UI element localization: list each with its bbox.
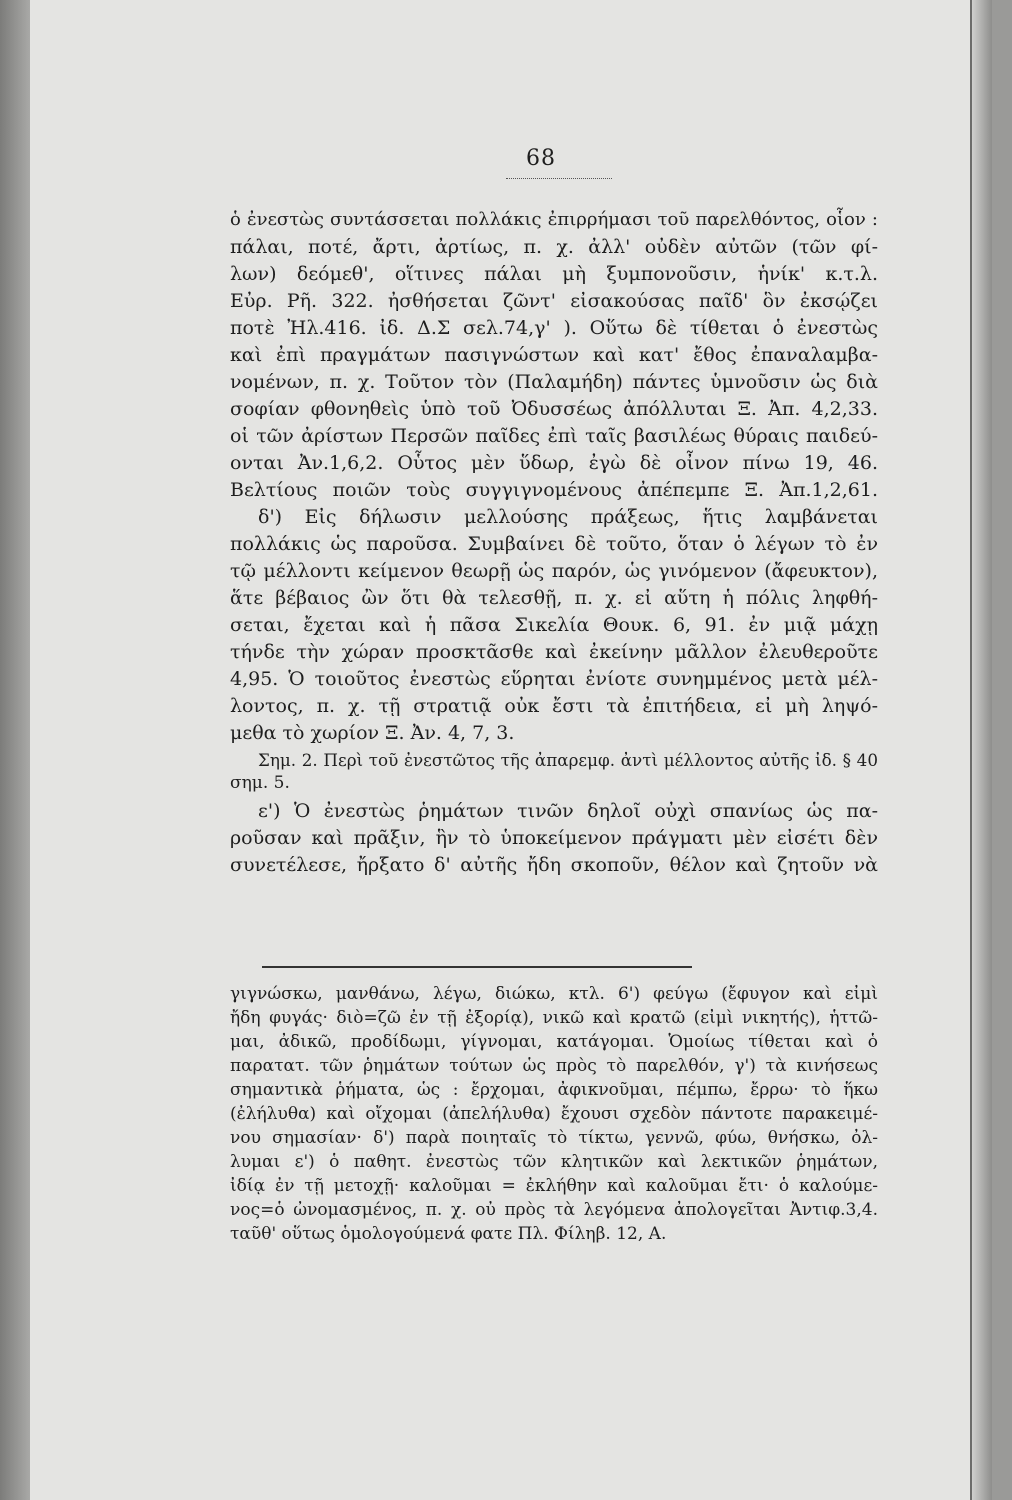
- footnote-line: νος=ὁ ὠνομασμένος, π. χ. οὐ πρὸς τὰ λεγόμενα ἀπολογεῖται Ἀντιφ.3,4.: [230, 1200, 878, 1220]
- body-line: ὁ ἐνεστὼς συντάσσεται πολλάκις ἐπιρρήμασι τοῦ παρελθόντος, οἷον :: [230, 209, 878, 230]
- body-line: μεθα τὸ χωρίον Ξ. Ἀν. 4, 7, 3.: [230, 722, 515, 744]
- body-line: Βελτίους ποιῶν τοὺς συγγιγνομένους ἀπέπεμπε Ξ. Ἀπ.1,2,61.: [230, 479, 878, 501]
- footnote-line: ἰδίᾳ ἐν τῇ μετοχῇ· καλοῦμαι = ἐκλήθην καὶ καλοῦμαι ἔτι· ὁ καλούμε-: [230, 1176, 878, 1196]
- body-line: λων) δεόμεθ', οἵτινες πάλαι μὴ ξυμπονοῦσιν, ἡνίκ' κ.τ.λ.: [230, 263, 878, 285]
- footnote-line: ταῦθ' οὕτως ὁμολογούμενά φατε Πλ. Φίληβ. 12, A.: [230, 1224, 667, 1244]
- footnote-line: λυμαι ε') ὁ παθητ. ἐνεστὼς τῶν κλητικῶν καὶ λεκτικῶν ῥημάτων,: [230, 1152, 878, 1172]
- note-line: Σημ. 2. Περὶ τοῦ ἐνεστῶτος τῆς ἀπαρεμφ. ἀντὶ μέλλοντος αὐτῆς ἰδ. § 40: [258, 750, 878, 770]
- body-line: καὶ ἐπὶ πραγμάτων πασιγνώστων καὶ κατ' ἔθος ἐπαναλαμβα-: [230, 344, 878, 366]
- page-edge: [972, 0, 992, 1500]
- footnote-line: μαι, ἀδικῶ, προδίδωμι, γίγνομαι, κατάγομαι. Ὁμοίως τίθεται καὶ ὁ: [230, 1032, 878, 1052]
- body-line: οἱ τῶν ἀρίστων Περσῶν παῖδες ἐπὶ ταῖς βασιλέως θύραις παιδεύ-: [230, 425, 878, 447]
- body-line: πάλαι, ποτέ, ἄρτι, ἀρτίως, π. χ. ἀλλ' οὐδὲν αὐτῶν (τῶν φί-: [230, 236, 878, 258]
- footnote-line: νου σημασίαν· δ') παρὰ ποιηταῖς τὸ τίκτω, γεννῶ, φύω, θνήσκω, ὀλ-: [230, 1128, 878, 1148]
- body-line: συνετέλεσε, ἤρξατο δ' αὐτῆς ἤδη σκοποῦν, θέλον καὶ ζητοῦν νὰ: [230, 854, 878, 876]
- footnote-line: παρατατ. τῶν ῥημάτων τούτων ὡς πρὸς τὸ παρελθόν, γ') τὰ κινήσεως: [230, 1056, 878, 1076]
- left-page-shadow: [0, 0, 30, 1500]
- footnote-line: γιγνώσκω, μανθάνω, λέγω, διώκω, κτλ. 6') φεύγω (ἔφυγον καὶ εἰμὶ: [230, 984, 878, 1004]
- footnote-line: σημαντικὰ ῥήματα, ὡς : ἔρχομαι, ἀφικνοῦμαι, πέμπω, ἔρρω· τὸ ἥκω: [230, 1080, 878, 1100]
- body-line: σοφίαν φθονηθεὶς ὑπὸ τοῦ Ὀδυσσέως ἀπόλλυται Ξ. Ἀπ. 4,2,33.: [230, 398, 878, 420]
- page-number: 68: [526, 146, 556, 171]
- body-line: τῷ μέλλοντι κείμενον θεωρῇ ὡς παρόν, ὡς γινόμενον (ἄφευκτον),: [230, 560, 878, 582]
- body-line: νομένων, π. χ. Τοῦτον τὸν (Παλαμήδη) πάντες ὑμνοῦσιν ὡς διὰ: [230, 371, 878, 393]
- note-line: σημ. 5.: [230, 773, 290, 793]
- footnote-line: ἤδη φυγάς· διὸ=ζῶ ἐν τῇ ἐξορίᾳ), νικῶ καὶ κρατῶ (εἰμὶ νικητής), ἡττῶ-: [230, 1008, 878, 1028]
- page-number-rule: [506, 178, 612, 179]
- body-line: ονται Ἀν.1,6,2. Οὗτος μὲν ὕδωρ, ἐγὼ δὲ οἶνον πίνω 19, 46.: [230, 452, 878, 474]
- body-line: τήνδε τὴν χώραν προσκτᾶσθε καὶ ἐκείνην μᾶλλον ἐλευθεροῦτε: [230, 641, 878, 663]
- page-edge-line: [970, 0, 972, 1500]
- section-e-heading: ε') Ὁ ἐνεστὼς ῥημάτων τινῶν δηλοῖ οὐχὶ σπανίως ὡς πα-: [258, 800, 878, 822]
- body-line: ἅτε βέβαιος ὢν ὅτι θὰ τελεσθῇ, π. χ. εἰ αὕτη ἡ πόλις ληφθή-: [230, 587, 878, 609]
- body-line: Εὐρ. Ρῆ. 322. ἠσθήσεται ζῶντ' εἰσακούσας παῖδ' ὃν ἐκσῴζει: [230, 290, 878, 312]
- footnote-line: (ἐλήλυθα) καὶ οἴχομαι (ἀπελήλυθα) ἔχουσι σχεδὸν πάντοτε παρακειμέ-: [230, 1104, 878, 1124]
- body-line: πολλάκις ὡς παροῦσα. Συμβαίνει δὲ τοῦτο, ὅταν ὁ λέγων τὸ ἐν: [230, 533, 878, 555]
- footnote-rule: [262, 966, 692, 968]
- section-d-heading: δ') Εἰς δήλωσιν μελλούσης πράξεως, ἥτις λαμβάνεται: [258, 506, 878, 528]
- body-line: ροῦσαν καὶ πρᾶξιν, ἣν τὸ ὑποκείμενον πράγματι μὲν εἰσέτι δὲν: [230, 827, 878, 849]
- body-line: 4,95. Ὁ τοιοῦτος ἐνεστὼς εὕρηται ἐνίοτε συνημμένος μετὰ μέλ-: [230, 668, 878, 690]
- body-line: σεται, ἔχεται καὶ ἡ πᾶσα Σικελία Θουκ. 6, 91. ἐν μιᾷ μάχῃ: [230, 614, 878, 636]
- body-line: ποτὲ Ἠλ.416. ἰδ. Δ.Σ σελ.74,γ' ). Οὕτω δὲ τίθεται ὁ ἐνεστὼς: [230, 317, 878, 339]
- body-line: λοντος, π. χ. τῇ στρατιᾷ οὐκ ἔστι τὰ ἐπιτήδεια, εἰ μὴ ληψό-: [230, 695, 878, 717]
